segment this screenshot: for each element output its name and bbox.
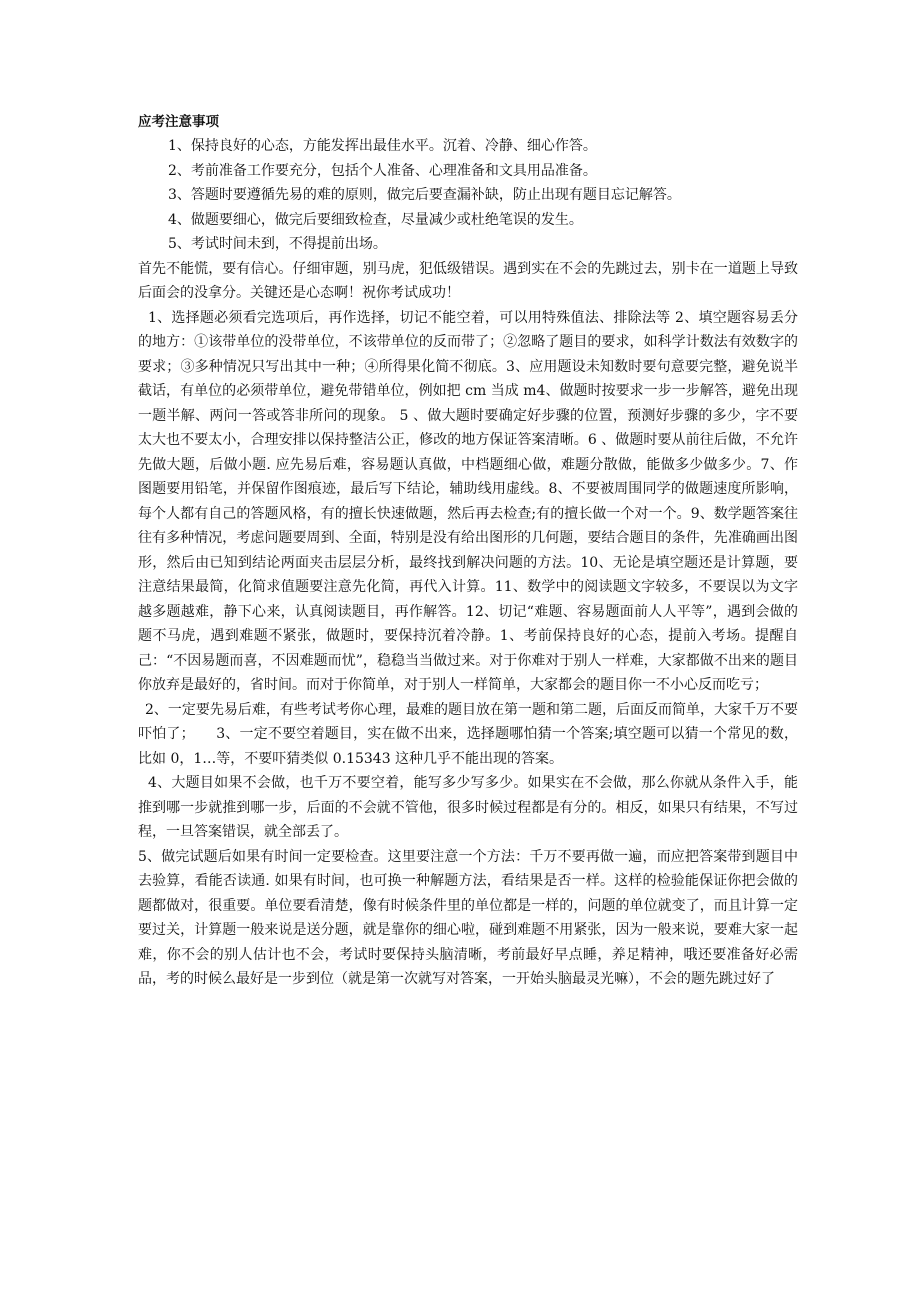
document-page: [138, 110, 798, 992]
tip-item: 2、考前准备工作要充分，包括个人准备、心理准备和文具用品准备。: [168, 162, 597, 179]
intro-paragraph: 首先不能慌，要有信心。仔细审题，别马虎，犯低级错误。遇到实在不会的先跳过去，别卡在一道题上导致后面会的没拿分。关键还是心态啊！祝你考试成功！: [138, 260, 798, 301]
tip-item: 1、保持良好的心态，方能发挥出最佳水平。沉着、冷静、细心作答。: [168, 138, 597, 154]
body-paragraph: 2、一定要先易后难，有些考试考你心理，最难的题目放在第一题和第二题，后面反而简单，大家千万不要吓怕了； 3、一定不要空着题目，实在做不出来，选择题哪怕猜一个答案;填空题可以猜一个常见的数，比如 0，1…等，不要吓猜类似 0.15343 这种几乎不能出现的答案。: [138, 701, 798, 767]
body-paragraph: 1、选择题必须看完选项后，再作选择，切记不能空着，可以用特殊值法、排除法等 2、填空题容易丢分的地方：①该带单位的没带单位，不该带单位的反而带了；②忽略了题目的要求，如科学计数法有效数字的要求；③多种情况只写出其中一种；④所得果化简不彻底。3、应用题设未知数时要句意要完整，避免说半截话，有单位的必须带单位，避免带错单位，例如把 cm 当成 m4、做题时按要求一步一步解答，避免出现一题半解、两问一答或答非所问的现象。 5 、做大题时要确定好步骤的位置，预测好步骤的多少，字不要太大也不要太小，合理安排以保持整洁公正，修改的地方保证答案清晰。6 、做题时要从前往后做，不允许先做大题，后做小题. 应先易后难，容易题认真做，中档题细心做，难题分散做，能做多少做多少。7、作图题要用铅笔，并保留作图痕迹，最后写下结论，辅助线用虚线。8、不要被周围同学的做题速度所影响，每个人都有自己的答题风格，有的擅长快速做题，然后再去检查;有的擅长做一个对一个。9、数学题答案往往有多种情况，考虑问题要周到、全面，特别是没有给出图形的几何题，要结合题目的条件，先准确画出图形，然后由已知到结论两面夹击层层分析，最终找到解决问题的方法。10、无论是填空题还是计算题，要注意结果最简，化简求值题要注意先化简，再代入计算。11、数学中的阅读题文字较多，不要误以为文字越多题越难，静下心来，认真阅读题目，再作解答。12、切记“难题、容易题面前人人平等”，遇到会做的题不马虎，遇到难题不紧张，做题时，要保持沉着冷静。1、考前保持良好的心态，提前入考场。提醒自己：“不因易题而喜，不因难题而忧”，稳稳当当做过来。对于你难对于别人一样难，大家都做不出来的题目你放弃是最好的，省时间。而对于你简单，对于别人一样简单，大家都会的题目你一不小心反而吃亏；: [138, 309, 798, 693]
body-paragraph: 4、大题目如果不会做，也千万不要空着，能写多少写多少。如果实在不会做，那么你就从条件入手，能推到哪一步就推到哪一步，后面的不会就不管他，很多时候过程都是有分的。相反，如果只有结果，不写过程，一旦答案错误，就全部丢了。: [138, 775, 798, 840]
body-paragraph: 5、做完试题后如果有时间一定要检查。这里要注意一个方法：千万不要再做一遍，而应把答案带到题目中去验算，看能否读通. 如果有时间，也可换一种解题方法，看结果是否一样。这样的检验能保证你把会做的题都做对，很重要。单位要看清楚，像有时候条件里的单位都是一样的，问题的单位就变了，而且计算一定要过关，计算题一般来说是送分题，就是靠你的细心啦，碰到难题不用紧张，因为一般来说，要难大家一起难，你不会的别人估计也不会，考试时要保持头脑清晰，考前最好早点睡，养足精神，哦还要准备好必需品，考的时候么最好是一步到位（就是第一次就写对答案，一开始头脑最灵光嘛），不会的题先跳过好了: [138, 848, 798, 987]
tip-item: 4、做题要细心，做完后要细致检查，尽量减少或杜绝笔误的发生。: [168, 211, 583, 228]
tips-list: [138, 134, 798, 257]
tip-item: 5、考试时间未到，不得提前出场。: [168, 236, 387, 252]
tip-item: 3、答题时要遵循先易的难的原则，做完后要查漏补缺，防止出现有题目忘记解答。: [168, 187, 681, 203]
document-title: 应考注意事项: [138, 114, 219, 130]
